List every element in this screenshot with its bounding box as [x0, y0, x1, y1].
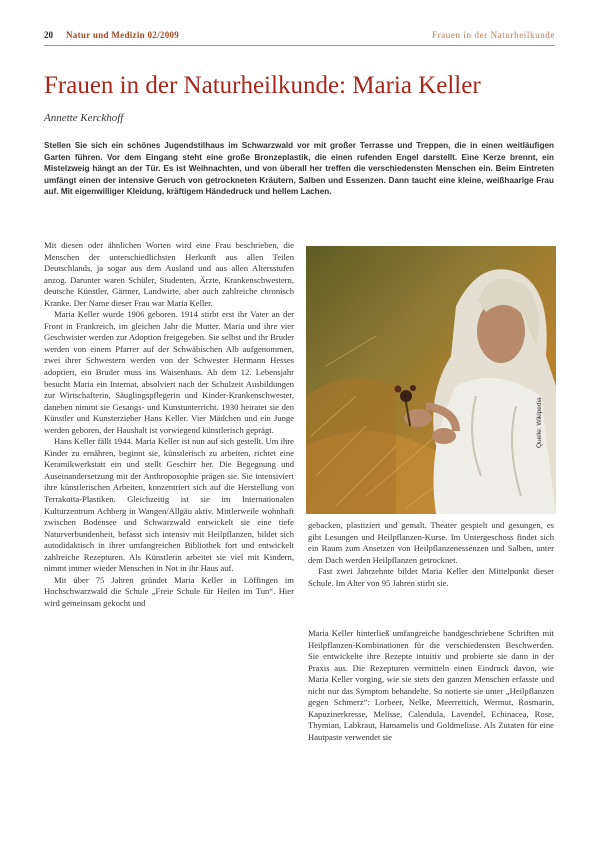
column-left [44, 240, 294, 610]
header-rule [44, 45, 555, 46]
body-paragraph: Fast zwei Jahrzehnte bildet Maria Keller den Mittelpunkt dieser Schule. Im Alter von 95 Jahren stirbt sie. [308, 566, 554, 588]
body-paragraph: Maria Keller wurde 1906 geboren. 1914 stirbt erst ihr Vater an der Front in Frankreich, im gleichen Jahr die Mutter. Maria und ihre vier Geschwister werden zur Adoption freigegeben. Sie selbst und ihr Bruder werden von einem Pfarrer auf der Schwäbischen Alb aufgenommen, zwei ihrer Schwestern werden von der Schwester Hermann Hesses adoptiert, ein Bruder muss ins Waisenhaus. Ab dem 12. Lebensjahr besucht Maria ein Internat, absolviert nach der Schulzeit Ausbildungen zur Wirtschafterin, Säuglingspflegerin und Kinder-Krankenschwester, daneben nimmt sie Gesangs- und Kunstunterricht. 1930 heiratet sie den Künstler und Kunsterzieher Hans Keller. Vier Mädchen und ein Junge werden geboren, der Haushalt ist vorwiegend künstlerisch geprägt. [44, 309, 294, 435]
running-header [44, 30, 555, 44]
article-author: Annette Kerckhoff [44, 112, 124, 124]
body-paragraph: Maria Keller hinterließ umfangreiche handgeschriebene Schriften mit Heilpflanzen-Kombinationen für die verschiedensten Beschwerden. Sie entwickelte ihre Rezepte intuitiv und probierte sie dann in der Praxis aus. Die Rezepturen vermitteln einen Eindruck davon, wie Maria Keller vorging, wie sie stets den ganzen Menschen erfasste und nicht nur das Symptom behandelte. So notierte sie unter „Heilpflanzen gegen Schmerz“: Lorbeer, Nelke, Meerrettich, Wermut, Rosmarin, Kapuzinerkresse, Melisse, Calendula, Lavendel, Echinacea, Rose, Thymian, Labkraut, Hamamelis und Goldmelisse. Als Zutaten für eine Hautpaste verwendet sie [308, 628, 554, 742]
lead-paragraph: Stellen Sie sich ein schönes Jugendstilhaus im Schwarzwald vor mit großer Terrasse und Treppen, die in einen weitläufigen Garten führen. Vor dem Eingang steht eine große Bronzeplastik, die einen rufenden Engel darstellt. Eine Kerze brennt, ein Mistelzweig hängt an der Tür. Es ist Weihnachten, und von überall her treffen die verschiedensten Menschen ein. Beim Eintreten umfängt einen der intensive Geruch von getrockneten Kräutern, Salben und Essenzen. Dann taucht eine kleine, weißhaarige Frau auf. Mit eigenwilliger Kleidung, kräftigem Händedruck und hellem Lachen. [44, 141, 554, 197]
column-right-bottom [308, 628, 554, 743]
body-paragraph: Mit über 75 Jahren gründet Maria Keller in Löffingen im Hochschwarzwald die Schule „Freie Schule für Heilen im Tun“. Hier wird gemeinsam gekocht und [44, 574, 294, 608]
journal-name: Natur und Medizin 02/2009 [66, 30, 180, 40]
body-paragraph: Hans Keller fällt 1944. Maria Keller ist nun auf sich gestellt. Um ihre Kinder zu ernähren, beginnt sie, künstlerisch zu arbeiten, richtet eine Keramikwerkstatt ein und stellt Geschirr her. Die Begegnung und Auseinandersetzung mit der Anthroposophie prägen sie. Sie intensiviert ihre künstlerischen Arbeiten, konzentriert sich auf die Herstellung von Terrakotta-Plastiken. Gleichzeitig ist sie im Internationalen Kulturzentrum Achberg in Wangen/Allgäu aktiv. Mittlerweile wohnhaft zwischen Bodensee und Schwarzwald entwickelt sie eine tiefe Naturverbundenheit, befasst sich intensiv mit Heilpflanzen, bildet sich autodidaktisch in ihrer umfangreichen Bibliothek fort und entwickelt zahlreiche Rezepturen. Als Künstlerin arbeitet sie viel mit Kindern, nimmt immer wieder Menschen in Not in ihr Haus auf. [44, 436, 294, 574]
page-number: 20 [44, 30, 53, 40]
photo-illustration [306, 246, 556, 514]
article-title: Frauen in der Naturheilkunde: Maria Keller [44, 72, 481, 99]
portrait-photo [306, 246, 556, 514]
photo-credit-text: Quelle: Wikipedia [536, 397, 543, 448]
column-right-top [308, 520, 554, 589]
body-paragraph: gebacken, plastiziert und gemalt. Theater gespielt und gesungen, es gibt Lesungen und Heilpflanzen-Kurse. Im Untergeschoss findet sich ein Raum zum Ansetzen von Heilpflanzenessenzen und Salben, unter dem Dach werden Heilpflanzen getrocknet. [308, 520, 554, 565]
section-label: Frauen in der Naturheilkunde [431, 30, 555, 40]
body-paragraph: Mit diesen oder ähnlichen Worten wird eine Frau beschrieben, die Menschen der unterschiedlichsten Herkunft aus allen Teilen Deutschlands, ja sogar aus dem Ausland und aus allen Altersstufen anzog. Darunter waren Schüler, Studenten, Ärzte, Krankenschwestern, deutsche Künstler, Gärtner, Landwirte, aber auch zahlreiche chronisch Kranke. Der Name dieser Frau war Maria Keller. [44, 240, 294, 308]
